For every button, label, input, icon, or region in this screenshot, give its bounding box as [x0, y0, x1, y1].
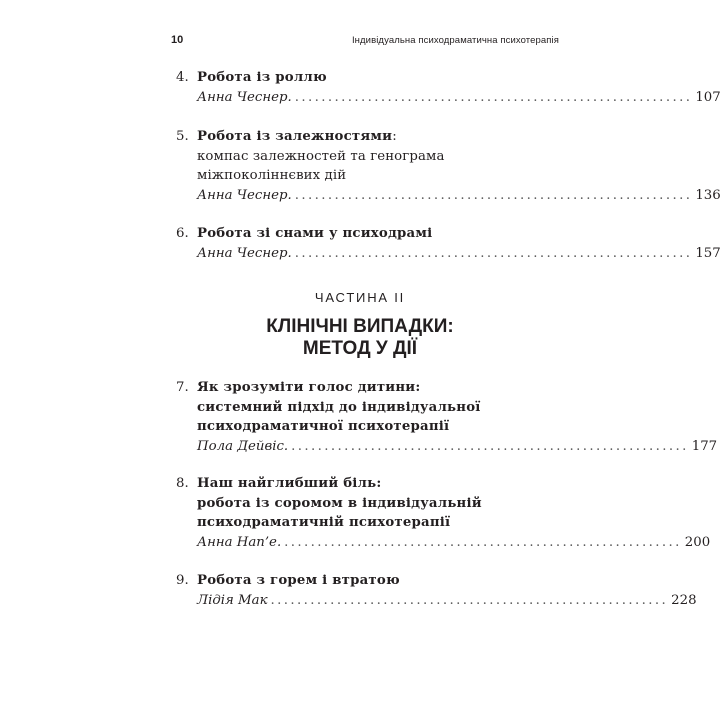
entry-title: Робота із роллю	[197, 70, 327, 85]
entry-page: 157	[695, 245, 721, 261]
entry-title: Робота з горем і втратою	[197, 573, 400, 588]
part-title-line: КЛІНІЧНІ ВИПАДКИ:	[266, 316, 454, 337]
entry-subtitle: міжпоколіннєвих дій	[197, 168, 347, 183]
part-title-line: МЕТОД У ДІЇ	[302, 338, 418, 359]
entry-number: 5.	[176, 129, 189, 144]
author-line: Анна Чеснер . ............................................................ 107	[197, 88, 562, 108]
dot-leader: ............................................................	[270, 592, 669, 608]
entry-author: Анна Чеснер	[197, 187, 288, 203]
author-line: Анна Чеснер . ............................................................ 157	[197, 244, 562, 264]
entry-title: психодраматичної психотерапії	[197, 419, 450, 434]
entry-page: 228	[671, 592, 697, 608]
entry-title: робота із соромом в індивідуальній	[197, 495, 482, 511]
entry-author: Пола Дейвіс	[197, 438, 284, 454]
entry-title: Робота зі снами у психодрамі	[197, 226, 433, 241]
dot-leader: ............................................................	[294, 245, 693, 261]
entry-title: психодраматичній психотерапії	[197, 515, 451, 530]
toc-entry[interactable]	[176, 474, 711, 552]
entry-title-suffix: :	[392, 129, 397, 144]
entry-page: 107	[695, 89, 721, 105]
toc-entry[interactable]	[176, 378, 718, 456]
toc-entry[interactable]	[176, 68, 721, 107]
entry-author: Анна Нап’е	[197, 534, 277, 550]
toc-entry[interactable]	[176, 571, 697, 610]
entry-number: 6.	[176, 226, 189, 241]
part-label: ЧАСТИНА II	[314, 290, 406, 305]
dot-leader: ............................................................	[291, 438, 689, 454]
entry-author: Лідія Мак	[197, 592, 268, 608]
entry-subtitle: компас залежностей та генограма	[197, 148, 445, 164]
author-line: Анна Нап’е . ............................................................ 200	[197, 533, 562, 553]
part-title	[0, 316, 720, 360]
page-number: 10	[171, 34, 184, 46]
entry-page: 177	[691, 438, 718, 454]
entry-author: Анна Чеснер	[197, 89, 288, 105]
entry-number: 8.	[176, 476, 189, 491]
dot-leader: ............................................................	[284, 534, 682, 550]
toc-entry[interactable]	[176, 224, 721, 263]
entry-number: 9.	[176, 573, 189, 588]
entry-number: 4.	[176, 70, 189, 85]
toc-entry[interactable]	[176, 127, 721, 205]
entry-page: 200	[684, 534, 711, 550]
entry-author: Анна Чеснер	[197, 245, 288, 261]
page-header	[171, 34, 559, 50]
entry-title: Робота із залежностями	[197, 129, 393, 144]
entry-title: Як зрозуміти голос дитини:	[197, 380, 421, 395]
author-line: Пола Дейвіс . ............................................................ 177	[197, 437, 562, 457]
entry-number: 7.	[176, 380, 189, 395]
entry-title: системний підхід до індивідуальної	[197, 399, 481, 415]
author-line	[197, 591, 697, 611]
author-line: Анна Чеснер . ............................................................ 136	[197, 186, 562, 206]
entry-title: Наш найглибший біль:	[197, 476, 382, 491]
dot-leader: ............................................................	[294, 187, 693, 203]
dot-leader: ............................................................	[294, 89, 693, 105]
entry-page: 136	[695, 187, 721, 203]
running-title: Індивідуальна психодраматична психотерапія	[351, 35, 559, 46]
